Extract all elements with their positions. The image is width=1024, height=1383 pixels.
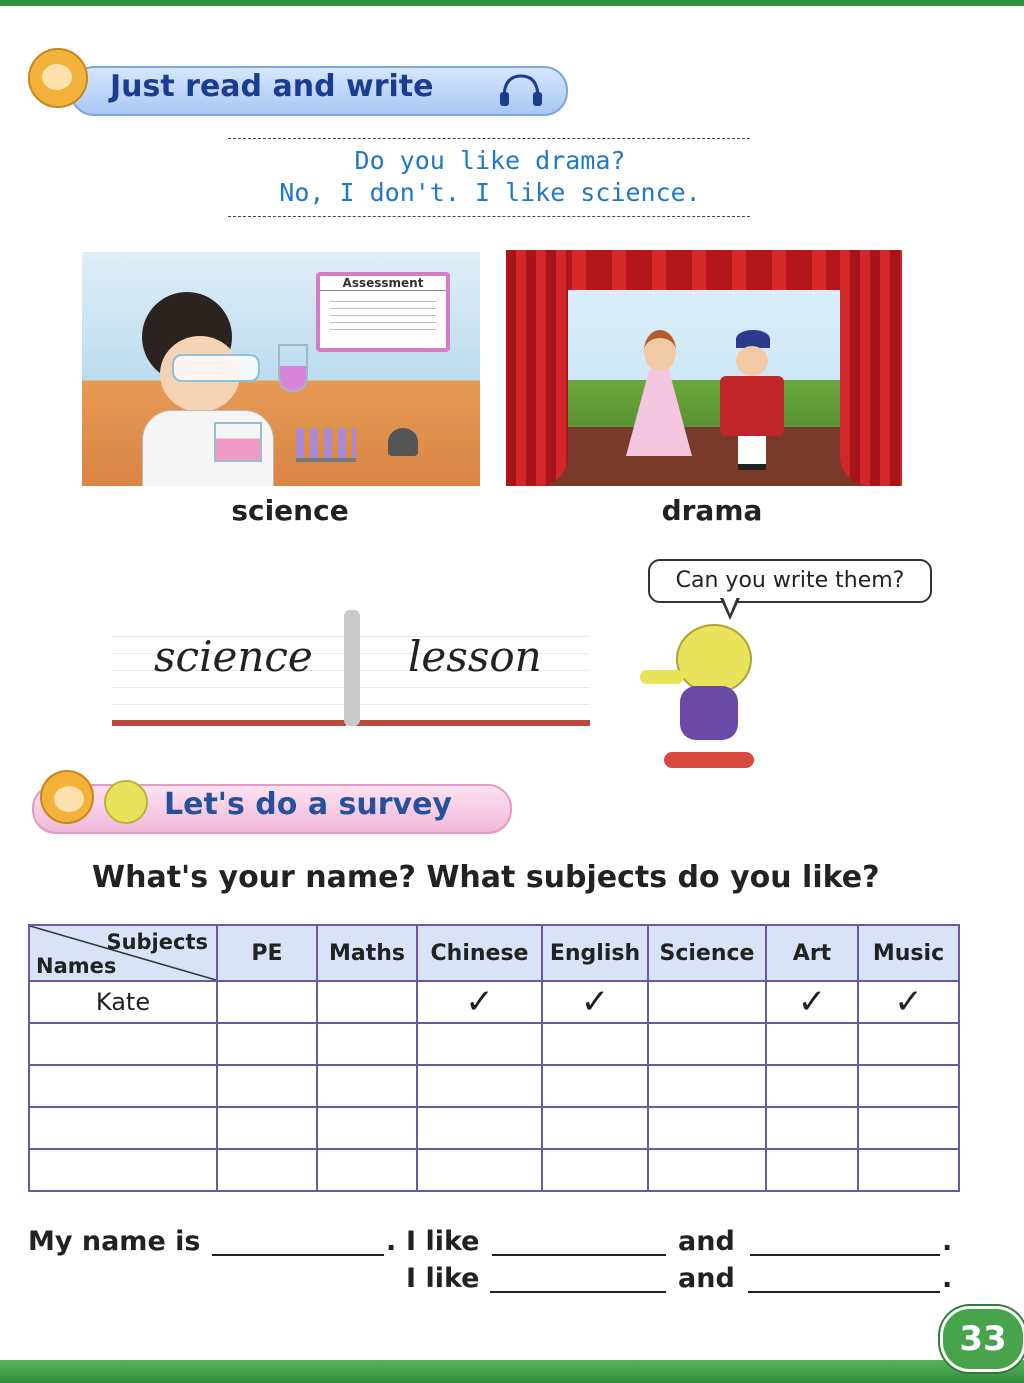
notebook-writing-area [112,610,590,735]
corner-label-names: Names [36,954,117,978]
check-cell[interactable] [648,1149,766,1191]
assessment-sign-lines [330,295,436,335]
prince-cape [720,376,784,436]
check-cell[interactable] [417,1065,542,1107]
sentence-and: and [678,1226,735,1257]
page-number-badge: 33 [940,1306,1024,1372]
check-cell[interactable] [542,1107,648,1149]
survey-question: What's your name? What subjects do you like? [92,860,880,895]
column-header: Art [766,925,858,981]
check-cell[interactable] [217,981,317,1023]
table-row [29,1149,959,1191]
check-cell[interactable] [417,1023,542,1065]
check-cell[interactable] [217,1065,317,1107]
check-cell[interactable] [766,1149,858,1191]
check-cell[interactable] [542,1065,648,1107]
survey-table [28,924,960,1192]
speech-bubble-tail-inner [723,597,737,614]
prince-head [736,346,768,376]
science-illustration [82,252,480,486]
blank-subject-2[interactable] [750,1252,940,1256]
column-header: Chinese [417,925,542,981]
check-cell[interactable] [542,1149,648,1191]
column-header: Music [858,925,959,981]
sentence-i-like: I like [406,1226,480,1257]
corner-header-cell [29,925,217,981]
test-tubes-icon [296,428,356,462]
beaker-icon [214,422,262,462]
dialog-line-question: Do you like drama? [354,146,626,175]
column-header: English [542,925,648,981]
check-cell[interactable]: ✓ [417,981,542,1023]
lab-goggles [172,354,260,382]
monkey-mascot-icon [28,48,88,108]
table-row [29,1107,959,1149]
assessment-sign-title: Assessment [320,276,446,291]
name-cell[interactable] [29,1107,217,1149]
cat-arm [640,670,684,684]
check-cell[interactable] [317,1023,417,1065]
blank-subject-1[interactable] [492,1252,666,1256]
check-cell[interactable] [417,1107,542,1149]
check-cell[interactable] [417,1149,542,1191]
bottom-border [0,1360,1024,1383]
check-cell[interactable] [648,1107,766,1149]
check-cell[interactable]: ✓ [542,981,648,1023]
corner-label-subjects: Subjects [106,930,208,954]
dialog-top-rule [228,138,750,139]
dialog-line-answer: No, I don't. I like science. [279,178,701,207]
sentence-my-name-is: My name is [28,1226,201,1257]
check-cell[interactable] [766,1065,858,1107]
cat-mascot-small-icon [104,780,148,824]
drama-illustration [506,250,902,486]
speech-bubble: Can you write them? [648,559,932,603]
check-cell[interactable]: ✓ [858,981,959,1023]
drama-label: drama [661,494,763,527]
check-cell[interactable] [217,1107,317,1149]
name-cell[interactable] [29,1149,217,1191]
check-cell[interactable] [317,1065,417,1107]
sentence-period: . [386,1226,397,1257]
dialog-bottom-rule [228,216,750,217]
check-cell[interactable] [217,1149,317,1191]
table-header-row [29,925,959,981]
princess-figure [626,330,692,460]
section-title-survey: Let's do a survey [164,787,452,822]
check-cell[interactable] [317,1107,417,1149]
cat-feet [664,752,754,768]
column-header: Maths [317,925,417,981]
table-row [29,981,959,1023]
notebook-spine [344,610,360,726]
check-cell[interactable] [648,981,766,1023]
check-cell[interactable] [766,1023,858,1065]
column-header: Science [648,925,766,981]
prince-legs [738,436,766,470]
check-cell[interactable] [648,1065,766,1107]
table-row [29,1065,959,1107]
section-title-read-write: Just read and write [110,69,434,104]
cat-body [680,686,738,740]
column-header: PE [217,925,317,981]
check-cell[interactable] [542,1023,648,1065]
cat-mascot-icon [640,624,760,774]
blank-subject-3[interactable] [490,1289,666,1293]
science-label: science [231,494,349,527]
name-cell[interactable]: Kate [29,981,217,1023]
notebook-word-lesson: lesson [408,632,542,681]
top-border [0,0,1024,6]
sentence-period: . [942,1263,953,1294]
flask-icon [278,344,308,392]
check-cell[interactable] [317,1149,417,1191]
blank-subject-4[interactable] [748,1289,940,1293]
cat-head [676,624,752,694]
check-cell[interactable] [217,1023,317,1065]
monkey-mascot-icon [40,770,94,824]
sentence-and: and [678,1263,735,1294]
check-cell[interactable] [766,1107,858,1149]
headphones-icon [498,72,544,108]
check-cell[interactable] [858,1023,959,1065]
name-cell[interactable] [29,1065,217,1107]
prince-figure [720,330,784,466]
check-cell[interactable] [858,1149,959,1191]
princess-dress [626,370,692,456]
burner-icon [388,428,418,456]
check-cell[interactable] [317,981,417,1023]
blank-name[interactable] [212,1252,384,1256]
assessment-sign [316,272,450,352]
name-cell[interactable] [29,1023,217,1065]
sentence-period: . [942,1226,953,1257]
check-cell[interactable] [858,1107,959,1149]
check-cell[interactable] [648,1023,766,1065]
stage-curtain-left [506,250,568,486]
sentence-i-like: I like [406,1263,480,1294]
stage-curtain-right [840,250,902,486]
notebook-word-science: science [154,632,313,681]
princess-head [644,330,676,372]
table-row [29,1023,959,1065]
check-cell[interactable]: ✓ [766,981,858,1023]
check-cell[interactable] [858,1065,959,1107]
